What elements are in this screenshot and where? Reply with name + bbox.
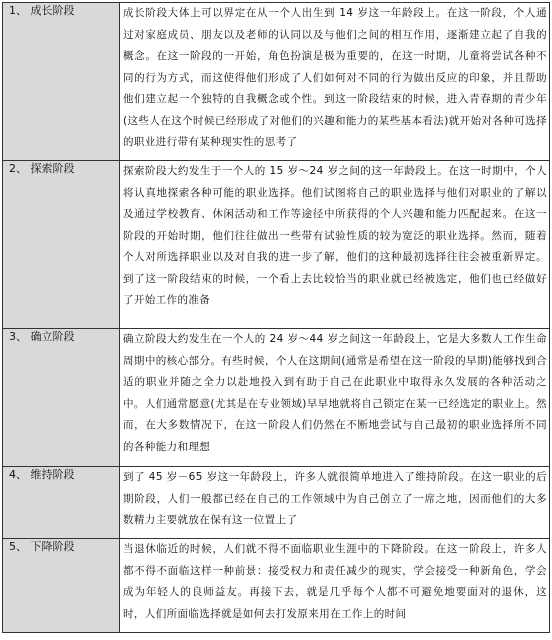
- stage-description-cell: [120, 329, 550, 467]
- stage-description: 到了 45 岁－65 岁这一年龄段上，许多人就很简单地进入了维持阶段。在这一职业的后期阶段，人们一般都已经在自己的工作领域中为自己创立了一席之地，因而他们的大多数精力主要就放在保有这一位置上了: [123, 471, 547, 526]
- stage-label: 2、 探索阶段: [9, 162, 75, 175]
- stage-description-cell: [120, 467, 550, 539]
- stage-label: 5、 下降阶段: [9, 540, 75, 553]
- stage-label-cell: [3, 467, 120, 539]
- stage-label-cell: [3, 329, 120, 467]
- stage-description-cell: [120, 3, 550, 161]
- stage-description-cell: [120, 539, 550, 633]
- stage-label-cell: [3, 3, 120, 161]
- stage-label: 4、 维持阶段: [9, 468, 75, 481]
- stage-description: 确立阶段大约发生在一个人的 24 岁～44 岁之间这一年龄段上，它是大多数人工作生命周期中的核心部分。有些时候，个人在这期间(通常是希望在这一阶段的早期)能够找到合适的职业并随之全力以赴地投入到有助于自己在此职业中取得永久发展的各种活动之中。人们通常愿意(尤其是在专业领域)早早地就将自己锁定在某一已经选定的职业上。然而，在大多数情况下，在这一阶段人们仍然在不断地尝试与自己最初的职业选择所不同的各种能力和理想: [123, 333, 547, 453]
- career-stages-table: [2, 2, 550, 633]
- stage-description: 探索阶段大约发生于一个人的 15 岁～24 岁之间的这一年龄段上。在这一时期中，个人将认真地探索各种可能的职业选择。他们试图将自己的职业选择与他们对职业的了解以及通过学校教育、休闲活动和工作等途径中所获得的个人兴趣和能力匹配起来。在这一阶段的开始时期，他们往往做出一些带有试验性质的较为宽泛的职业选择。然而，随着个人对所选择职业以及对自我的进一步了解，他们的这种最初选择往往会被重新界定。到了这一阶段结束的时候，一个看上去比较恰当的职业就已经被选定，他们也已经做好了开始工作的准备: [123, 165, 547, 306]
- stage-label-cell: [3, 161, 120, 329]
- table-row: [3, 161, 550, 329]
- stage-label: 1、 成长阶段: [9, 4, 75, 17]
- stage-description-cell: [120, 161, 550, 329]
- stage-description: 当退休临近的时候，人们就不得不面临职业生涯中的下降阶段。在这一阶段上，许多人都不得不面临这样一种前景：接受权力和责任减少的现实，学会接受一种新角色，学会成为年轻人的良师益友。再接下去，就是几乎每个人都不可避免地要面对的退休，这时，人们所面临选择就是如何去打发原来用在工作上的时间: [123, 543, 547, 620]
- table-row: [3, 3, 550, 161]
- table-row: [3, 329, 550, 467]
- stage-description: 成长阶段大体上可以界定在从一个人出生到 14 岁这一年龄段上。在这一阶段，个人通过对家庭成员、朋友以及老师的认同以及与他们之间的相互作用，逐渐建立起了自我的概念。在这一阶段的一开始，角色扮演是极为重要的，在这一时期，儿童将尝试各种不同的行为方式，而这使得他们形成了人们如何对不同的行为做出反应的印象，并且帮助他们建立起一个独特的自我概念或个性。到这一阶段结束的时候，进入青春期的青少年(这些人在这个时候已经形成了对他们的兴趣和能力的某些基本看法)就开始对各种可选择的职业进行带有某种现实性的思考了: [123, 7, 547, 148]
- table-row: [3, 539, 550, 633]
- table-row: [3, 467, 550, 539]
- stage-label: 3、 确立阶段: [9, 330, 75, 343]
- stage-label-cell: [3, 539, 120, 633]
